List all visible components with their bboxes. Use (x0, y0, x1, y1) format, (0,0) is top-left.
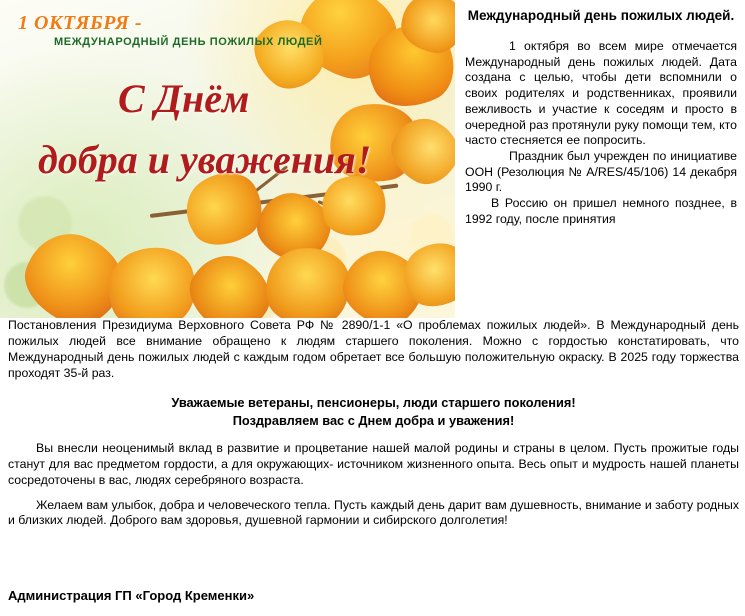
body-paragraph-continued: Постановления Президиума Верховного Совета РФ № 2890/1-1 «О проблемах пожилых людей». В Международный день пожилых людей все внимание обращено к людям старшего поколения. Можно с гордостью констатировать, что Международный день пожилых людей с каждым годом обретает все большую положительную окраску. В 2025 году торжества проходят 35-й раз. (8, 318, 739, 380)
card-title-line-2: добра и уважения! (38, 137, 372, 182)
body-paragraph-4: Вы внесли неоценимый вклад в развитие и процветание нашей малой родины и страны в целом. Пусть прожитые годы станут для вас предметом гордости, а для окружающих- источником жизненного опыта. Весь опыт и мудрость нашей планеты сосредоточены в вас, людях серебряного возраста. (8, 440, 739, 487)
intro-text-column (465, 8, 737, 228)
card-badge-subtitle: МЕЖДУНАРОДНЫЙ ДЕНЬ ПОЖИЛЫХ ЛЮДЕЙ (54, 36, 323, 48)
address-line-1: Уважаемые ветераны, пенсионеры, люди старшего поколения! (171, 395, 576, 411)
spacer (8, 381, 739, 394)
spacer (8, 489, 739, 498)
signature-text: Администрация ГП «Город Кременки» (8, 588, 255, 603)
body-text-section (8, 318, 739, 529)
card-title-line-1: С Днём (118, 76, 250, 121)
card-badge (10, 10, 330, 56)
intro-paragraph-2: Праздник был учрежден по инициативе ООН (Резолюция № A/RES/45/106) 14 декабря 1990 г. (465, 149, 737, 195)
signature-section (8, 588, 739, 603)
address-line-2: Поздравляем вас с Днем добра и уважения! (232, 412, 515, 428)
spacer (8, 429, 739, 441)
greeting-card-image (0, 0, 455, 318)
card-badge-date: 1 ОКТЯБРЯ - (18, 12, 143, 34)
body-paragraph-5: Желаем вам улыбок, добра и человеческого тепла. Пусть каждый день дарит вам душевность, внимание и заботу родных и близких людей. Доброго вам здоровья, душевной гармонии и сибирского долголетия! (8, 497, 739, 528)
intro-paragraph-1: 1 октября во всем мире отмечается Международный день пожилых людей. Дата создана с целью, чтобы дети вспомнили о своих родителях и родственниках, проявили вежливость и участие к соседям и просто в очередной раз протянули руку помощи тем, кто часто стесняется ее попросить. (465, 38, 737, 148)
document-heading: Международный день пожилых людей. (467, 8, 735, 23)
intro-paragraph-3: В Россию он пришел немного позднее, в 1992 году, после принятия (465, 196, 737, 226)
